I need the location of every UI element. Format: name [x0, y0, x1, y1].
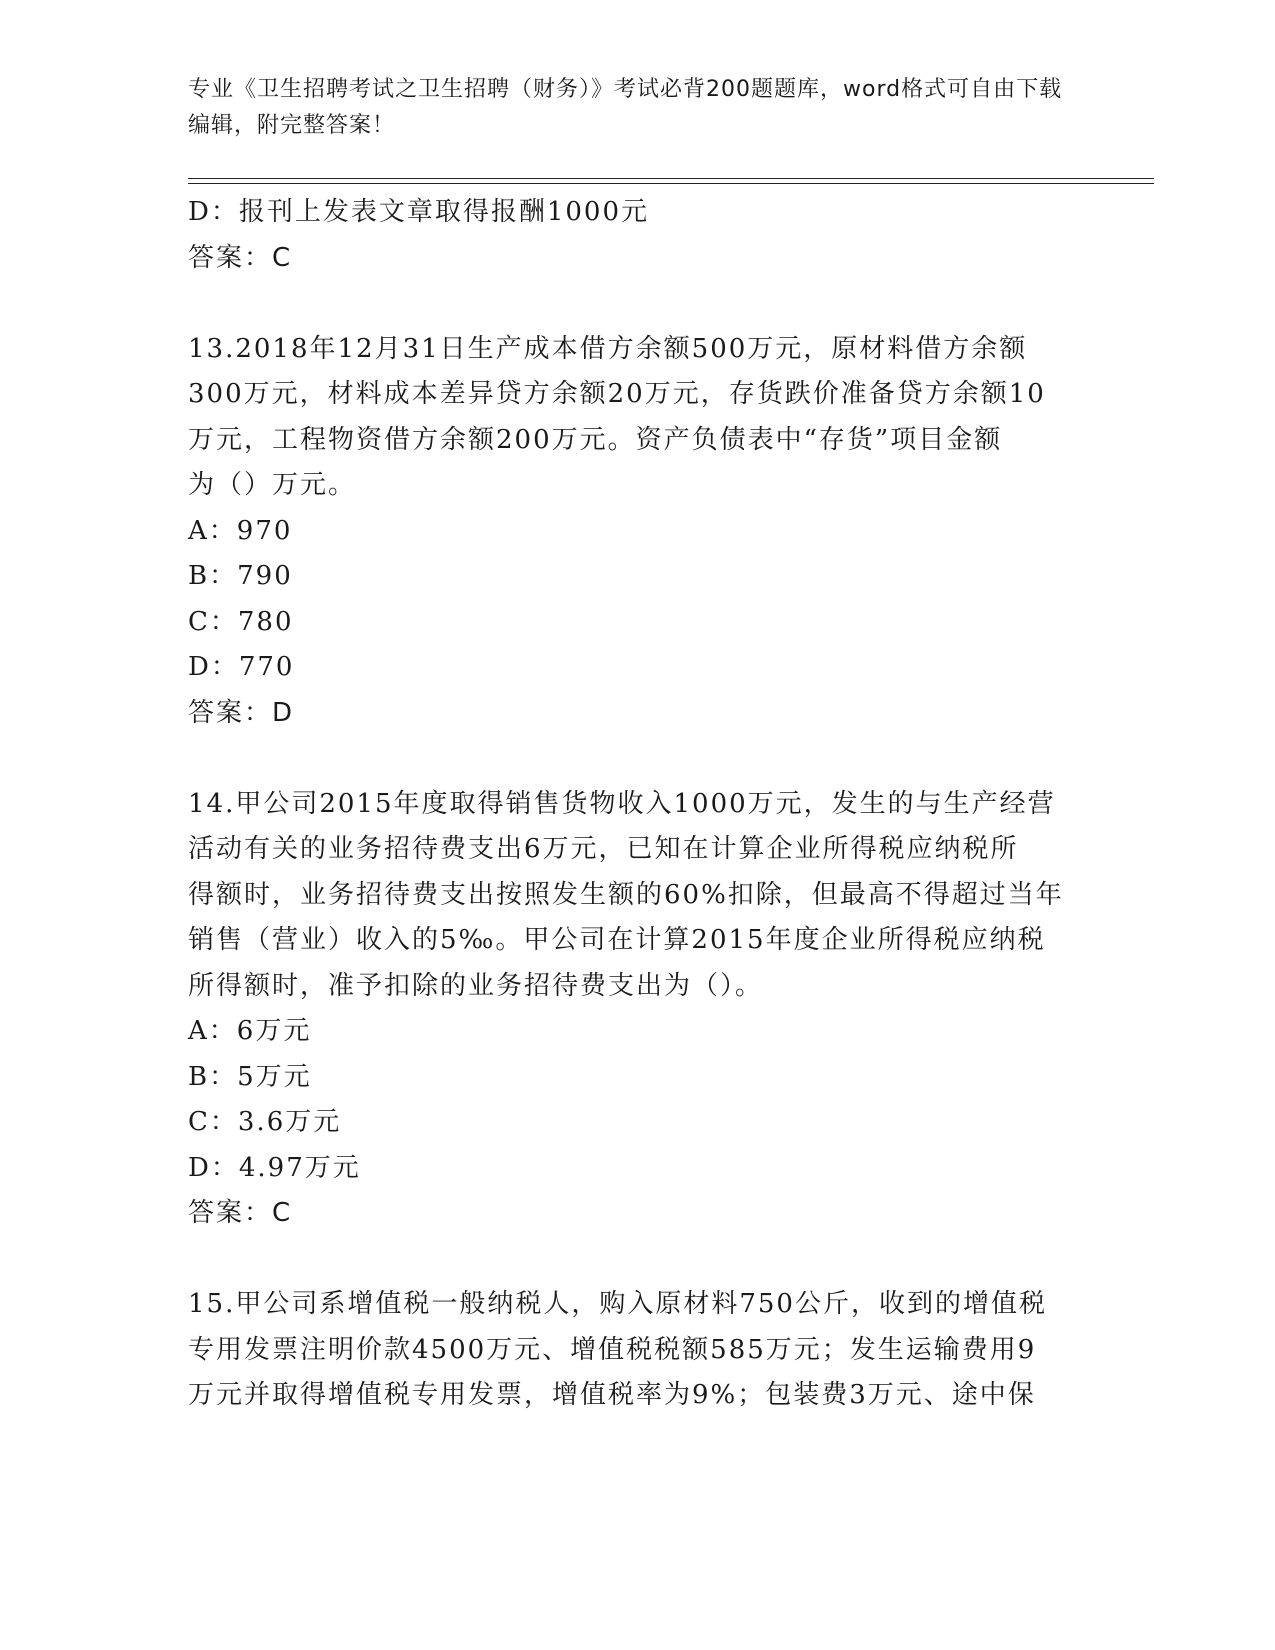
document-title: 专业《卫生招聘考试之卫生招聘（财务）》考试必背200题题库，word格式可自由下载编辑，附完整答案！ [188, 77, 1063, 138]
answer: 答案：D [188, 697, 295, 728]
question-text-line: 得额时，业务招待费支出按照发生额的60%扣除，但最高不得超过当年 [188, 879, 1064, 910]
spacer [188, 281, 1088, 327]
prev-answer: 答案：C [188, 242, 293, 273]
prev-option-d: D：报刊上发表文章取得报酬1000元 [188, 197, 650, 227]
question-text-line: 活动有关的业务招待费支出6万元，已知在计算企业所得税应纳税所 [188, 834, 1019, 864]
option-d: D：4.97万元 [188, 1152, 361, 1183]
question-text-line: 万元并取得增值税专用发票，增值税率为9%；包装费3万元、途中保 [188, 1380, 1036, 1410]
document-header [188, 72, 1068, 144]
question-text-line: 万元，工程物资借方余额200万元。资产负债表中“存货”项目金额 [188, 424, 1003, 455]
document-body [188, 190, 1088, 1419]
question-text-line: 销售（营业）收入的5‰。甲公司在计算2015年度企业所得税应纳税 [188, 925, 1046, 955]
option-b: B：790 [188, 561, 293, 591]
option-a: A：6万元 [188, 1016, 312, 1046]
option-b: B：5万元 [188, 1061, 312, 1092]
answer: 答案：C [188, 1198, 293, 1228]
question-text-line: 14.甲公司2015年度取得销售货物收入1000万元，发生的与生产经营 [188, 788, 1056, 819]
question-text-line: 为（）万元。 [188, 470, 357, 500]
question-text-line: 13.2018年12月31日生产成本借方余额500万元，原材料借方余额 [188, 333, 1028, 364]
header-divider-top [188, 178, 1154, 179]
option-c: C：3.6万元 [188, 1107, 342, 1137]
spacer [188, 736, 1088, 782]
question-13 [188, 327, 1088, 737]
question-text-line: 专用发票注明价款4500万元、增值税税额585万元；发生运输费用9 [188, 1334, 1037, 1365]
question-14 [188, 782, 1088, 1237]
question-15 [188, 1282, 1088, 1419]
option-c: C：780 [188, 606, 294, 637]
option-a: A：970 [188, 515, 293, 546]
question-text-line: 300万元，材料成本差异贷方余额20万元，存货跌价准备贷方余额10 [188, 379, 1046, 409]
question-text-line: 15.甲公司系增值税一般纳税人，购入原材料750公斤，收到的增值税 [188, 1289, 1047, 1319]
header-divider-bottom [188, 183, 1154, 184]
option-d: D：770 [188, 652, 295, 682]
spacer [188, 1237, 1088, 1283]
question-text-line: 所得额时，准予扣除的业务招待费支出为（）。 [188, 970, 764, 1001]
